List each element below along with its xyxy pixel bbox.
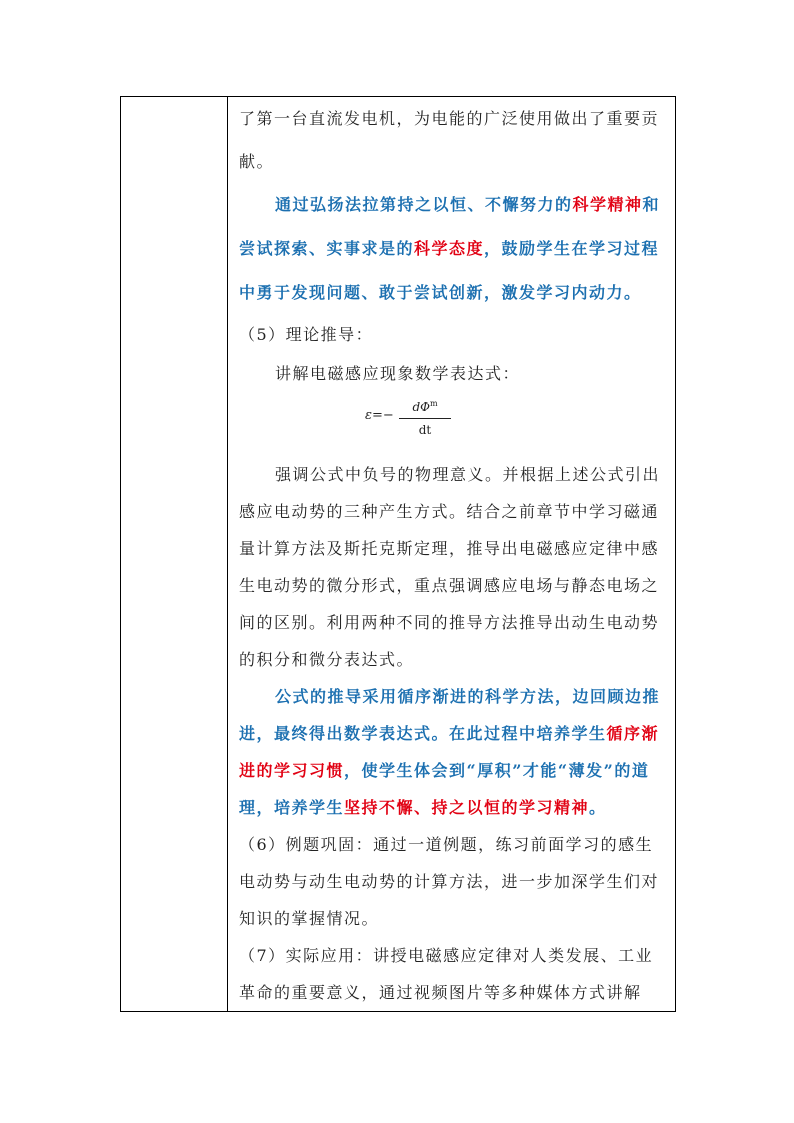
section-theory-derivation: （5）理论推导： (239, 325, 374, 344)
table-right-column (229, 97, 675, 1012)
section-practical-application: （7）实际应用：讲授电磁感应定律对人类发展、工业革命的重要意义，通过视频图片等多种媒体方式讲解 (239, 946, 654, 1002)
table-left-column (121, 97, 228, 1012)
paragraph-derivation-details: 强调公式中负号的物理意义。并根据上述公式引出感应电动势的三种产生方式。结合之前章节中学习磁通量计算方法及斯托克斯定理，推导出电磁感应定律中感生电动势的微分形式，重点强调感应电场与静态电场之间的区别。利用两种不同的推导方法推导出动生电动势的积分和微分表达式。 (239, 465, 661, 669)
formula-numerator: $d\Phi^m$ (412, 399, 438, 414)
emf-formula (239, 394, 667, 450)
lesson-content (239, 97, 667, 1011)
highlight-science-spirit: 科学精神 (572, 195, 643, 214)
table-bottom-border (120, 1011, 676, 1012)
highlight-learning-habit: 循序渐进的学习习惯 (239, 724, 660, 780)
paragraph-faraday-spirit: 通过弘扬法拉第持之以恒、不懈努力的科学精神和尝试探索、实事求是的科学态度，鼓励学生在学习过程中勇于发现问题、敢于尝试创新，激发学习内动力。 (239, 195, 661, 302)
formula-lhs: ε=− (365, 408, 394, 423)
formula-denominator: dt (418, 423, 432, 437)
fraction-bar (399, 418, 451, 419)
paragraph-generator-history: 了第一台直流发电机，为电能的广泛使用做出了重要贡献。 (239, 109, 660, 171)
paragraph-learning-habit: 公式的推导采用循序渐进的科学方法，边回顾边推进，最终得出数学表达式。在此过程中培养学生循序渐进的学习习惯，使学生体会到“厚积”才能“薄发”的道理，培养学生坚持不懈、持之以恒的学习精神。 (239, 687, 661, 817)
section-example-practice: （6）例题巩固：通过一道例题，练习前面学习的感生电动势与动生电动势的计算方法，进一步加深学生们对知识的掌握情况。 (239, 835, 660, 928)
highlight-perseverance: 坚持不懈、持之以恒的学习精神 (344, 798, 590, 817)
paragraph-math-expression: 讲解电磁感应现象数学表达式： (275, 364, 521, 383)
formula-fraction (399, 394, 451, 440)
highlight-science-attitude: 科学态度 (414, 239, 485, 258)
lesson-table (120, 96, 676, 1012)
